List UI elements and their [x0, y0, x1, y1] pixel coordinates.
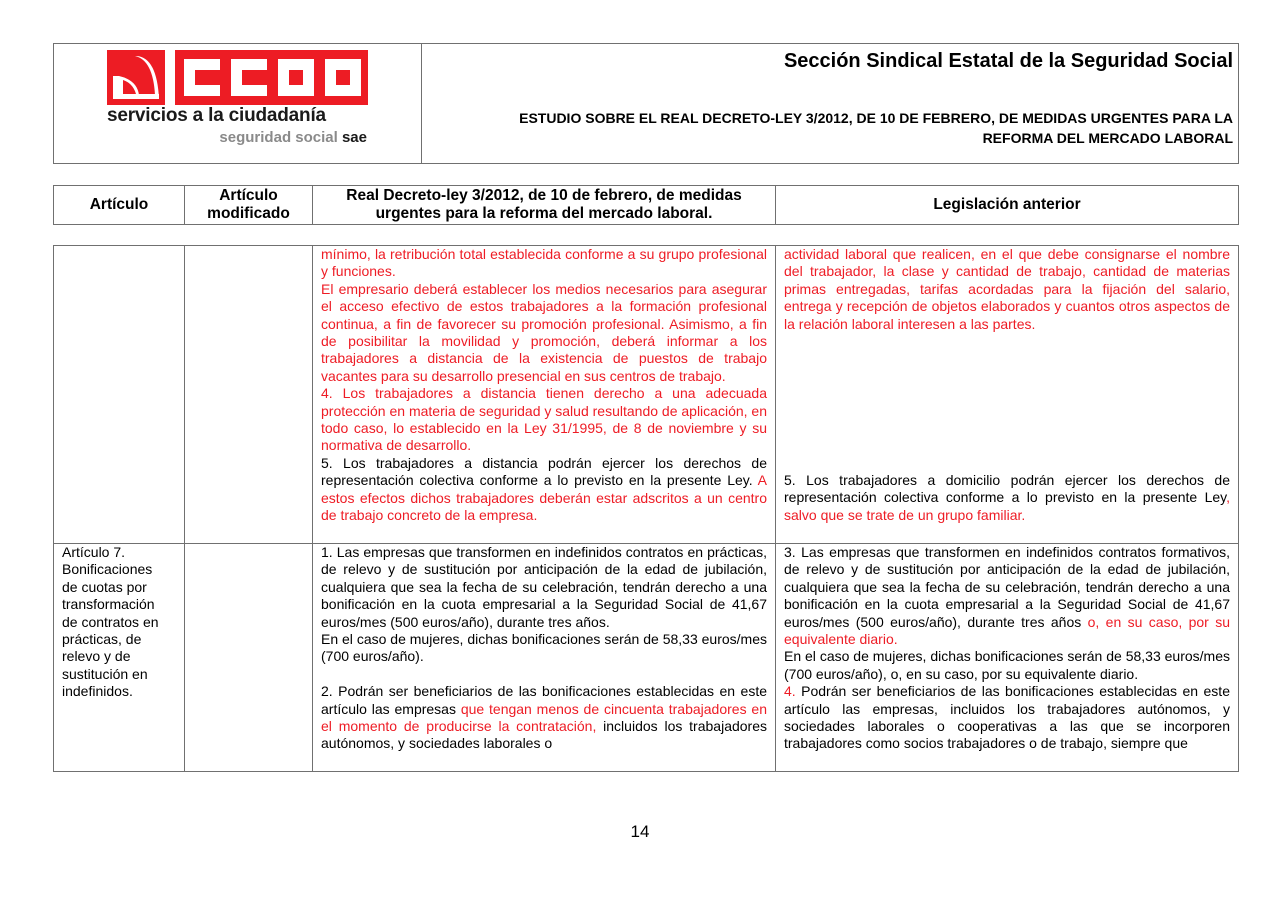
paragraph: En el caso de mujeres, dichas bonificaciones serán de 58,33 euros/mes (700 euros/año).	[321, 631, 767, 665]
study-title	[443, 108, 1233, 148]
letter-c-icon	[184, 59, 220, 96]
text-unchanged: 5. Los trabajadores a distancia podrán ejercer los derechos de representación colectiva conforme a lo previsto en la presente Ley.	[321, 454, 767, 489]
text-changed: o, en su caso, por su equivalente diario.	[784, 613, 1231, 648]
cell-articulo	[54, 246, 185, 543]
logo-tagline: servicios a la ciudadanía	[107, 105, 326, 126]
cell-legislacion-anterior-text	[776, 246, 1238, 524]
table-row	[54, 246, 1238, 544]
text-changed: A estos efectos dichos trabajadores deberán estar adscritos a un centro de trabajo concreto de la empresa.	[321, 472, 767, 524]
paragraph-changed: mínimo, la retribución total establecida conforme a su grupo profesional y funciones.	[321, 246, 767, 280]
comparison-table	[53, 245, 1239, 772]
study-title-line1: ESTUDIO SOBRE EL REAL DECRETO-LEY 3/2012, DE 10 DE FEBRERO, DE MEDIDAS URGENTES PARA LA	[519, 110, 1233, 126]
cell-real-decreto	[313, 544, 776, 771]
blank-line	[321, 666, 767, 683]
logo-subtitle	[219, 129, 367, 146]
table-column-headers	[53, 185, 1239, 225]
column-header-articulo-modificado	[185, 186, 313, 224]
paragraph: 1. Las empresas que transformen en indefinidos contratos en prácticas, de relevo y de sustitución por anticipación de la edad de jubilación, cualquiera que sea la fecha de su celebración, tendrán derecho a una bonificación en la cuota empresarial a la Seguridad Social de 41,67 euros/mes (500 euros/año), durante tres años.	[321, 544, 767, 630]
column-header-real-decreto-label: Real Decreto-ley 3/2012, de 10 de febrero, de medidas urgentes para la reforma del mercado laboral.	[346, 187, 742, 222]
column-header-legislacion-anterior: Legislación anterior	[933, 196, 1081, 213]
page-number: 14	[630, 822, 650, 841]
section-title: Sección Sindical Estatal de la Seguridad Social	[783, 50, 1233, 72]
paragraph: En el caso de mujeres, dichas bonificaciones serán de 58,33 euros/mes (700 euros/año), o, en su caso, por su equivalente diario.	[784, 648, 1230, 682]
text-unchanged: incluidos los trabajadores autónomos, y sociedades laborales o	[321, 718, 767, 752]
letter-o-icon	[278, 59, 314, 96]
paragraph	[784, 472, 1230, 524]
logo-subtitle-sae: sae	[341, 129, 367, 146]
cell-real-decreto-text	[313, 544, 775, 753]
cell-legislacion-anterior-text	[776, 544, 1238, 753]
paragraph-changed: 4. Los trabajadores a distancia tienen derecho a una adecuada protección en materia de seguridad y salud resultando de aplicación, en todo caso, lo establecido en la Ley 31/1995, de 8 de noviembre y su normativa de desarrollo.	[321, 385, 767, 454]
paragraph	[784, 683, 1230, 753]
cell-articulo-modificado	[185, 544, 313, 771]
column-header-articulo: Artículo	[54, 186, 185, 224]
table-row	[54, 544, 1238, 771]
text-unchanged: 5. Los trabajadores a domicilio podrán ejercer los derechos de representación colectiva conforme a lo previsto en la presente Ley	[784, 472, 1230, 506]
blank-space	[784, 333, 1230, 472]
text-unchanged: 2. Podrán ser beneficiarios de las bonificaciones establecidas en este artículo las empresas	[321, 683, 767, 717]
text-changed: que tengan menos de cincuenta trabajadores en el momento de producirse la contratación,	[321, 700, 767, 735]
cell-legislacion-anterior	[776, 544, 1238, 771]
logo-area	[54, 44, 422, 163]
cell-articulo	[54, 544, 185, 771]
cell-articulo-modificado	[185, 246, 313, 543]
paragraph	[321, 683, 767, 753]
paragraph	[321, 455, 767, 525]
cell-articulo-text: Artículo 7. Bonificaciones de cuotas por transformación de contratos en prácticas, de relevo y de sustitución en indefinidos.	[62, 544, 159, 700]
paragraph-changed: El empresario deberá establecer los medios necesarios para asegurar el acceso efectivo de estos trabajadores a la formación profesional continua, a fin de favorecer su promoción profesional. Asimismo, a fin de posibilitar la movilidad y promoción, deberá informar a los trabajadores a distancia de la existencia de puestos de trabajo vacantes para su desarrollo presencial en sus centros de trabajo.	[321, 280, 767, 384]
cell-real-decreto	[313, 246, 776, 543]
column-header-real-decreto	[313, 186, 776, 224]
text-changed: 4.	[784, 683, 796, 700]
letter-o-icon	[325, 59, 361, 96]
ccoo-wordmark	[175, 50, 368, 105]
study-title-line2: REFORMA DEL MERCADO LABORAL	[982, 130, 1233, 146]
cell-legislacion-anterior	[776, 246, 1238, 543]
text-unchanged: 3. Las empresas que transformen en indefinidos contratos formativos, de relevo y de sustitución por anticipación de la edad de jubilación, cualquiera que sea la fecha de su celebración, tendrán derecho a una bonificación en la cuota empresarial a la Seguridad Social de 41,67 euros/mes (500 euros/año), durante tres años	[784, 544, 1230, 630]
ccoo-emblem-icon	[107, 50, 165, 105]
document-header	[53, 43, 1239, 164]
cell-real-decreto-text	[313, 246, 775, 525]
text-unchanged: Podrán ser beneficiarios de las bonificaciones establecidas en este artículo las empresas, incluidos los trabajadores autónomos, y sociedades laborales o cooperativas a las que se incorporen trabajadores como socios trabajadores o de trabajo, siempre que	[784, 683, 1230, 752]
paragraph	[784, 544, 1230, 648]
text-changed: , salvo que se trate de un grupo familiar.	[784, 489, 1230, 523]
column-header-articulo-modificado-label: Artículo modificado	[207, 187, 290, 222]
letter-c-icon	[231, 59, 267, 96]
title-area	[422, 44, 1238, 163]
paragraph-changed: actividad laboral que realicen, en el que debe consignarse el nombre del trabajador, la clase y cantidad de trabajo, cantidad de materias primas entregadas, tarifas acordadas para la fijación del salario, entrega y recepción de objetos elaborados y cuantos otros aspectos de la relación laboral interesen a las partes.	[784, 246, 1230, 332]
logo-subtitle-gray: seguridad social	[219, 129, 342, 146]
